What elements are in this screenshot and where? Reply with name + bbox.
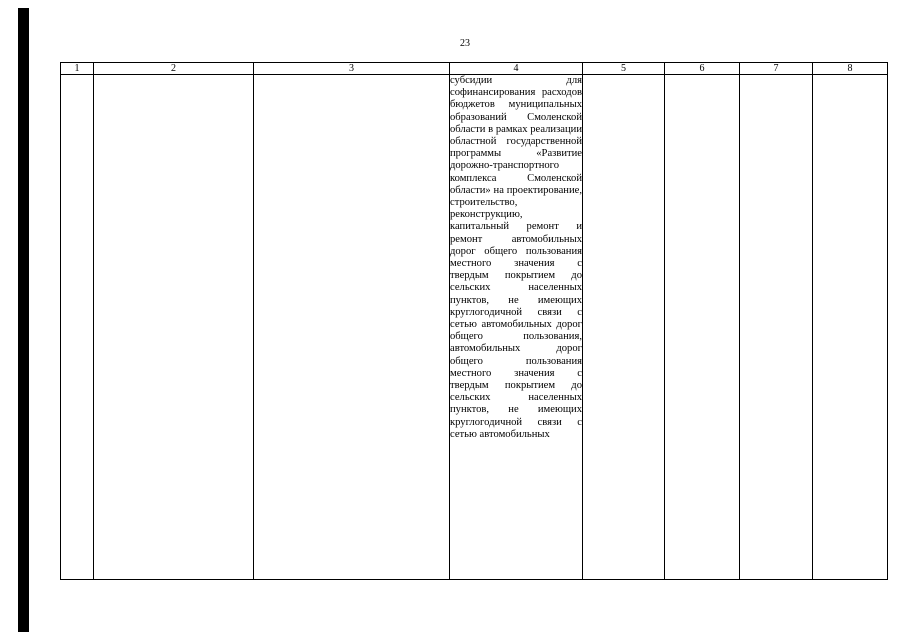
subsidy-description-text: субсидии для софинансирования расходов бюджетов муниципальных образований Смоленской области в рамках реализации областной государственной программы «Развитие дорожно-транспортного комплекса Смоленской области» на проектирование, строительство, реконструкцию, капитальный ремонт и ремонт автомобильных дорог общего пользования местного значения с твердым покрытием до сельских населенных пунктов, не имеющих круглогодичной связи с сетью автомобильных дорог общего пользования, автомобильных дорог общего пользования местного значения с твердым покрытием до сельских населенных пунктов, не имеющих круглогодичной связи с сетью автомобильных (450, 75, 582, 440)
cell-col8 (813, 75, 888, 580)
cell-col1 (61, 75, 94, 580)
cell-col3 (254, 75, 450, 580)
cell-col5 (583, 75, 665, 580)
column-header-1: 1 (61, 63, 94, 75)
cell-col4 (450, 75, 583, 580)
column-header-2: 2 (94, 63, 254, 75)
document-table (60, 62, 888, 580)
column-header-5: 5 (583, 63, 665, 75)
column-header-8: 8 (813, 63, 888, 75)
cell-col7 (740, 75, 813, 580)
scan-edge-bar (18, 8, 29, 632)
cell-col6 (665, 75, 740, 580)
column-header-3: 3 (254, 63, 450, 75)
column-header-6: 6 (665, 63, 740, 75)
table-row (61, 75, 888, 580)
column-header-4: 4 (450, 63, 583, 75)
cell-col2 (94, 75, 254, 580)
page-number: 23 (460, 38, 470, 49)
header-row (61, 63, 888, 75)
column-header-7: 7 (740, 63, 813, 75)
